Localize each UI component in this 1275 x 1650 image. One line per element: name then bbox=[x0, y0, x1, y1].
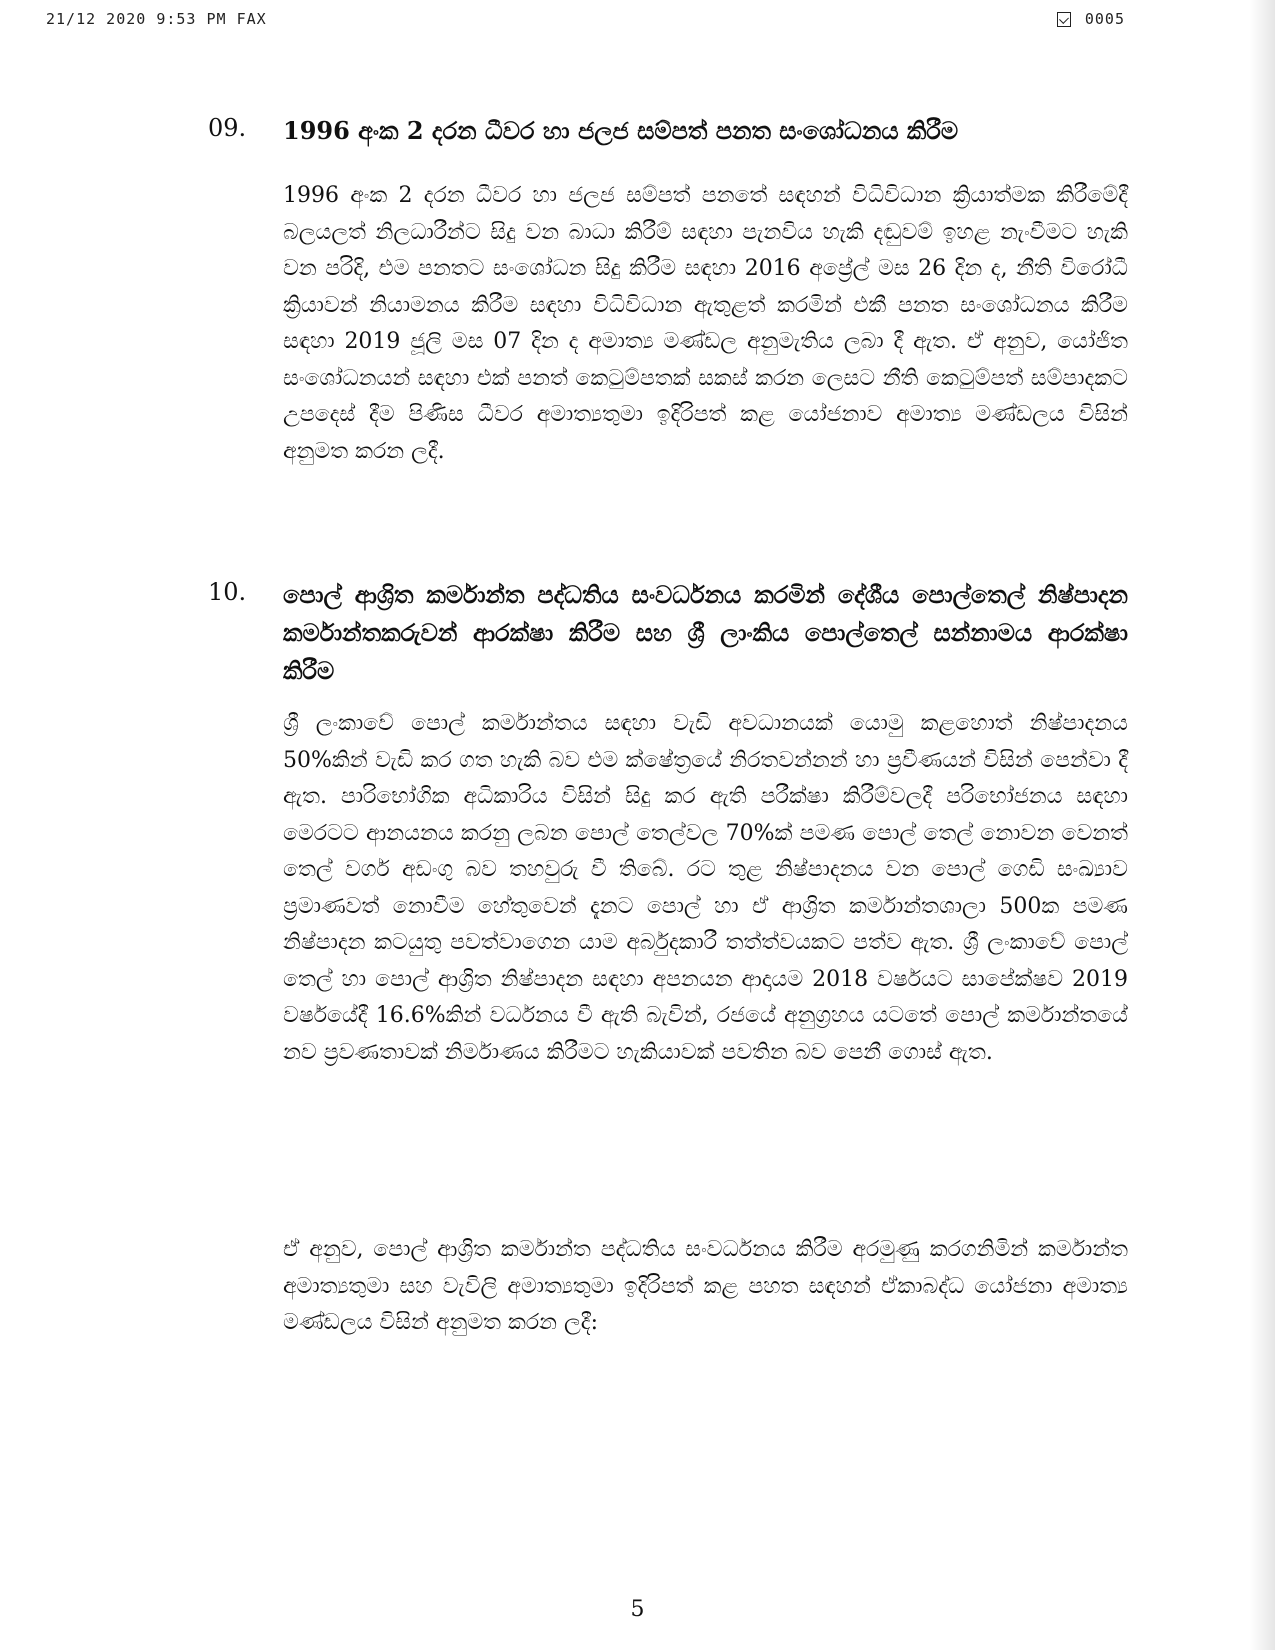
fax-page-icon bbox=[1057, 12, 1071, 27]
section-paragraph: ඒ අනුව, පොල් ආශ්‍රිත කර්මාන්ත පද්ධතිය සංවර්ධනය කිරීම අරමුණු කරගනිමින් කර්මාන්ත අමාත්‍යතුමා සහ වැවිලි අමාත්‍යතුමා ඉදිරිපත් කළ පහත සඳහන් ඒකාබද්ධ යෝජනා අමාත්‍ය මණ්ඩලය විසින් අනුමත කරන ලදී: bbox=[283, 1237, 1128, 1335]
section-number: 10. bbox=[208, 578, 247, 606]
section-paragraph: 1996 අංක 2 දරන ධීවර හා ජලජ සම්පත් පනතේ සඳහන් විධිවිධාන ක්‍රියාත්මක කිරීමේදී බලයලත් නිලධාරීන්ට සිදු වන බාධා කිරීම් සඳහා පැනවිය හැකි දඬුවම් ඉහළ නැංවීමට හැකි වන පරිදි, එම පනතට සංශෝධන සිදු කිරීම සඳහා 2016 අප්‍රේල් මස 26 දින ද, නීති විරෝධී ක්‍රියාවන් නියාමනය කිරීම සඳහා විධිවිධාන ඇතුළත් කරමින් එකී පනත සංශෝධනය කිරීම සඳහා 2019 ජූලි මස 07 දින ද අමාත්‍ය මණ්ඩල අනුමැතිය ලබා දී ඇත. ඒ අනුව, යෝජිත සංශෝධනයන් සඳහා එක් පනත් කෙටුම්පතක් සකස් කරන ලෙසට නීති කෙටුම්පත් සම්පාදකට උපදෙස් දීම පිණිස ධීවර අමාත්‍යතුමා ඉදිරිපත් කළ යෝජනාව අමාත්‍ය මණ්ඩලය විසින් අනුමත කරන ලදී. bbox=[283, 183, 1128, 464]
fax-page-code: 0005 bbox=[1084, 10, 1125, 28]
scan-edge-shadow bbox=[1249, 0, 1275, 1650]
section-heading: 1996 අංක 2 දරන ධීවර හා ජලජ සම්පත් පනත සංශෝධනය කිරීම bbox=[283, 116, 959, 145]
fax-header bbox=[46, 10, 1125, 32]
section-heading: පොල් ආශ්‍රිත කර්මාන්ත පද්ධතිය සංවර්ධනය කරමින් දේශීය පොල්තෙල් නිෂ්පාදන කර්මාන්තකරුවන් ආරක්ෂා කිරීම සහ ශ්‍රී ලාංකිය පොල්තෙල් සන්නාමය ආරක්ෂා කිරීම bbox=[283, 580, 1128, 685]
section-number: 09. bbox=[208, 114, 247, 142]
page-number: 5 bbox=[630, 1597, 645, 1622]
fax-page-marker bbox=[1057, 10, 1125, 28]
fax-timestamp: 21/12 2020 9:53 PM FAX bbox=[46, 10, 267, 28]
section-paragraph: ශ්‍රී ලංකාවේ පොල් කර්මාන්තය සඳහා වැඩි අවධානයක් යොමු කළහොත් නිෂ්පාදනය 50%කින් වැඩි කර ගත හැකි බව එම ක්ෂේත්‍රයේ නිරතවන්නන් හා ප්‍රවීණයන් විසින් පෙන්වා දී ඇත. පාරිභෝගික අධිකාරිය විසින් සිදු කර ඇති පරීක්ෂා කිරීම්වලදී පරිභෝජනය සඳහා මෙරටට ආනයනය කරනු ලබන පොල් තෙල්වල 70%ක් පමණ පොල් තෙල් නොවන වෙනත් තෙල් වර්ග අඩංගු බව තහවුරු වී තිබේ. රට තුළ නිෂ්පාදනය වන පොල් ගෙඩි සංඛ්‍යාව ප්‍රමාණවත් නොවීම හේතුවෙන් දැනට පොල් හා ඒ ආශ්‍රිත කර්මාන්තශාලා 500ක පමණ නිෂ්පාදන කටයුතු පවත්වාගෙන යාම අර්බුදකාරී තත්ත්වයකට පත්ව ඇත. ශ්‍රී ලංකාවේ පොල් තෙල් හා පොල් ආශ්‍රිත නිෂ්පාදන සඳහා අපනයන ආදායම 2018 වර්ෂයට සාපේක්ෂව 2019 වර්ෂයේදී 16.6%කින් වර්ධනය වී ඇති බැවින්, රජයේ අනුග්‍රහය යටතේ පොල් කර්මාන්තයේ නව ප්‍රවණතාවක් නිර්මාණය කිරීමට හැකියාවක් පවතින බව පෙනී ගොස් ඇත. bbox=[283, 711, 1128, 1065]
